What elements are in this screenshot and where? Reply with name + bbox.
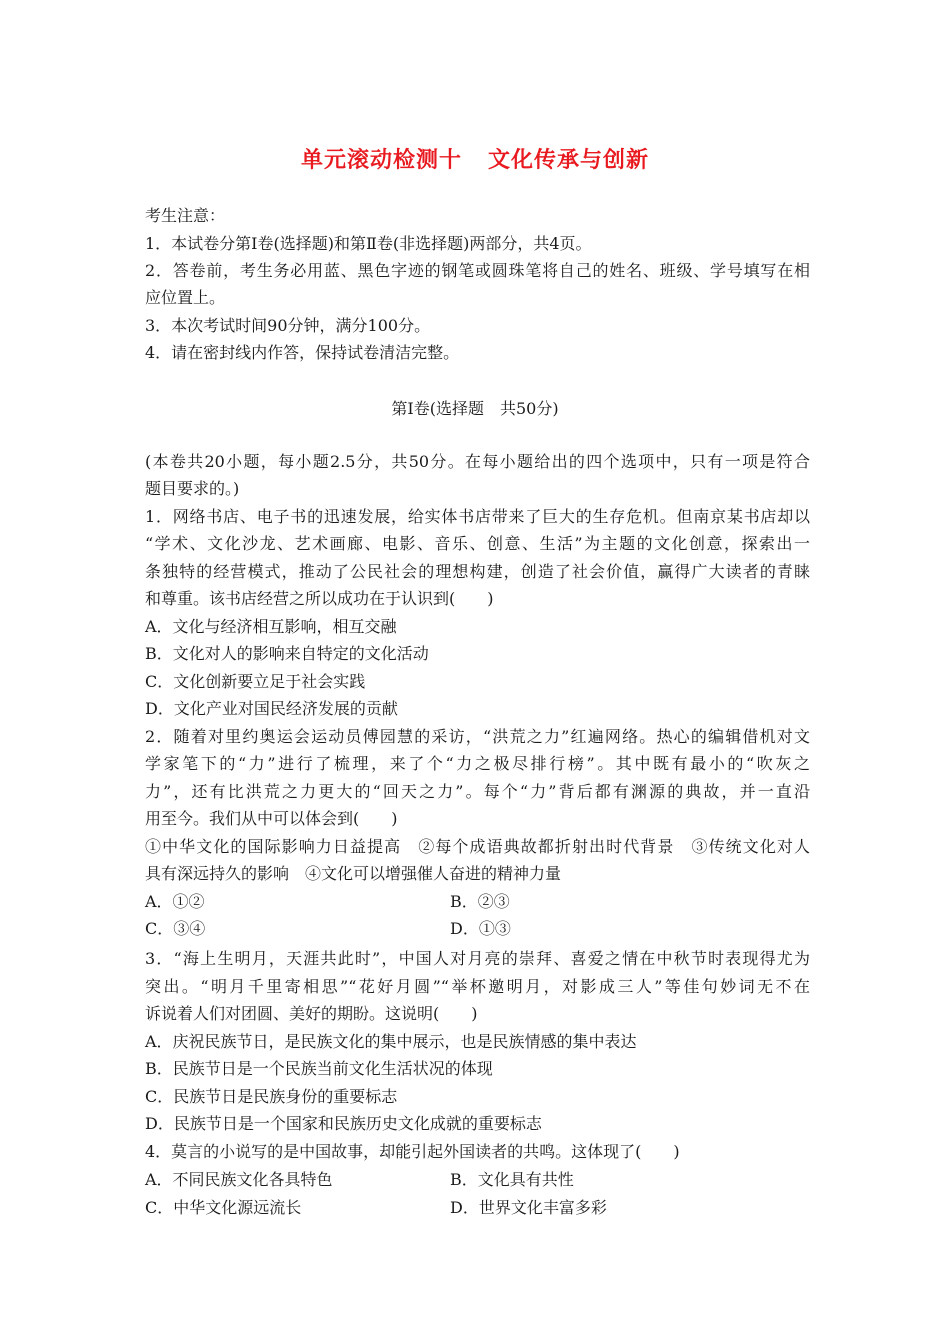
notice-heading: 考生注意： [145, 206, 226, 225]
notice-item-4: 4．请在密封线内作答，保持试卷清洁完整。 [145, 343, 460, 362]
q1-option-d: D．文化产业对国民经济发展的贡献 [145, 699, 398, 718]
q4-options-row-2 [145, 1194, 810, 1222]
notice-item-2a: 2．答卷前，考生务必用蓝、黑色字迹的钢笔或圆珠笔将自己的姓名、班级、学号填写在相 [145, 261, 810, 280]
q2-option-d: D．①③ [450, 919, 511, 938]
q2-stem-c: 力”，还有比洪荒之力更大的“回天之力”。每个“力”背后都有渊源的典故，并一直沿 [145, 782, 810, 801]
q1-option-c: C．文化创新要立足于社会实践 [145, 672, 366, 691]
q1-stem-a: 1．网络书店、电子书的迅速发展，给实体书店带来了巨大的生存危机。但南京某书店却以 [145, 507, 810, 526]
notice-item-1: 1．本试卷分第Ⅰ卷(选择题)和第Ⅱ卷(非选择题)两部分，共4页。 [145, 234, 592, 253]
q2-options-row-1 [145, 888, 810, 916]
q2-option-b: B．②③ [450, 892, 510, 911]
q2-stem-b: 学家笔下的“力”进行了梳理，来了个“力之极尽排行榜”。其中既有最小的“吹灰之 [145, 754, 810, 773]
page-title [0, 143, 950, 174]
q4-option-c: C．中华文化源远流长 [145, 1198, 302, 1217]
q3-stem-b: 突出。“明月千里寄相思”“花好月圆”“举杯邀明月，对影成三人”等佳句妙词无不在 [145, 977, 810, 996]
q3-option-b: B．民族节日是一个民族当前文化生活状况的体现 [145, 1059, 493, 1078]
q2-items-a: ①中华文化的国际影响力日益提高 ②每个成语典故都折射出时代背景 ③传统文化对人 [145, 837, 810, 856]
q1-stem-d: 和尊重。该书店经营之所以成功在于认识到( ) [145, 589, 494, 608]
q3-option-d: D．民族节日是一个国家和民族历史文化成就的重要标志 [145, 1114, 542, 1133]
notice-item-3: 3．本次考试时间90分钟，满分100分。 [145, 316, 431, 335]
q4-option-a: A．不同民族文化各具特色 [145, 1170, 333, 1189]
q2-stem-d: 用至今。我们从中可以体会到( ) [145, 809, 398, 828]
q1-stem-b: “学术、文化沙龙、艺术画廊、电影、音乐、创意、生活”为主题的文化创意，探索出一 [145, 534, 810, 553]
q2-stem-a: 2．随着对里约奥运会运动员傅园慧的采访，“洪荒之力”红遍网络。热心的编辑借机对文 [145, 727, 810, 746]
q4-options-row-1 [145, 1166, 810, 1194]
q4-option-d: D．世界文化丰富多彩 [450, 1198, 607, 1217]
q1-option-a: A．文化与经济相互影响，相互交融 [145, 617, 397, 636]
section-intro-a: (本卷共20小题，每小题2.5分，共50分。在每小题给出的四个选项中，只有一项是符合 [145, 452, 810, 471]
q2-option-a: A．①② [145, 892, 205, 911]
q2-option-c: C．③④ [145, 919, 206, 938]
q2-options-row-2 [145, 915, 810, 943]
q3-option-a: A．庆祝民族节日，是民族文化的集中展示，也是民族情感的集中表达 [145, 1032, 637, 1051]
q3-stem-c: 诉说着人们对团圆、美好的期盼。这说明( ) [145, 1004, 478, 1023]
q3-stem-a: 3．“海上生明月，天涯共此时”，中国人对月亮的崇拜、喜爱之情在中秋节时表现得尤为 [145, 949, 810, 968]
q1-option-b: B．文化对人的影响来自特定的文化活动 [145, 644, 429, 663]
section-intro-b: 题目要求的。) [145, 479, 240, 498]
q4-stem-a: 4．莫言的小说写的是中国故事，却能引起外国读者的共鸣。这体现了( ) [145, 1142, 680, 1161]
q3-option-c: C．民族节日是民族身份的重要标志 [145, 1087, 398, 1106]
q2-items-b: 具有深远持久的影响 ④文化可以增强催人奋进的精神力量 [145, 864, 562, 883]
q1-stem-c: 条独特的经营模式，推动了公民社会的理想构建，创造了社会价值，赢得广大读者的青睐 [145, 562, 810, 581]
q4-option-b: B．文化具有共性 [450, 1170, 574, 1189]
title-part2: 文化传承与创新 [488, 148, 650, 173]
section-heading: 第Ⅰ卷(选择题 共50分) [391, 399, 559, 418]
notice-item-2b: 应位置上。 [145, 288, 226, 307]
title-part1: 单元滚动检测十 [300, 148, 462, 173]
